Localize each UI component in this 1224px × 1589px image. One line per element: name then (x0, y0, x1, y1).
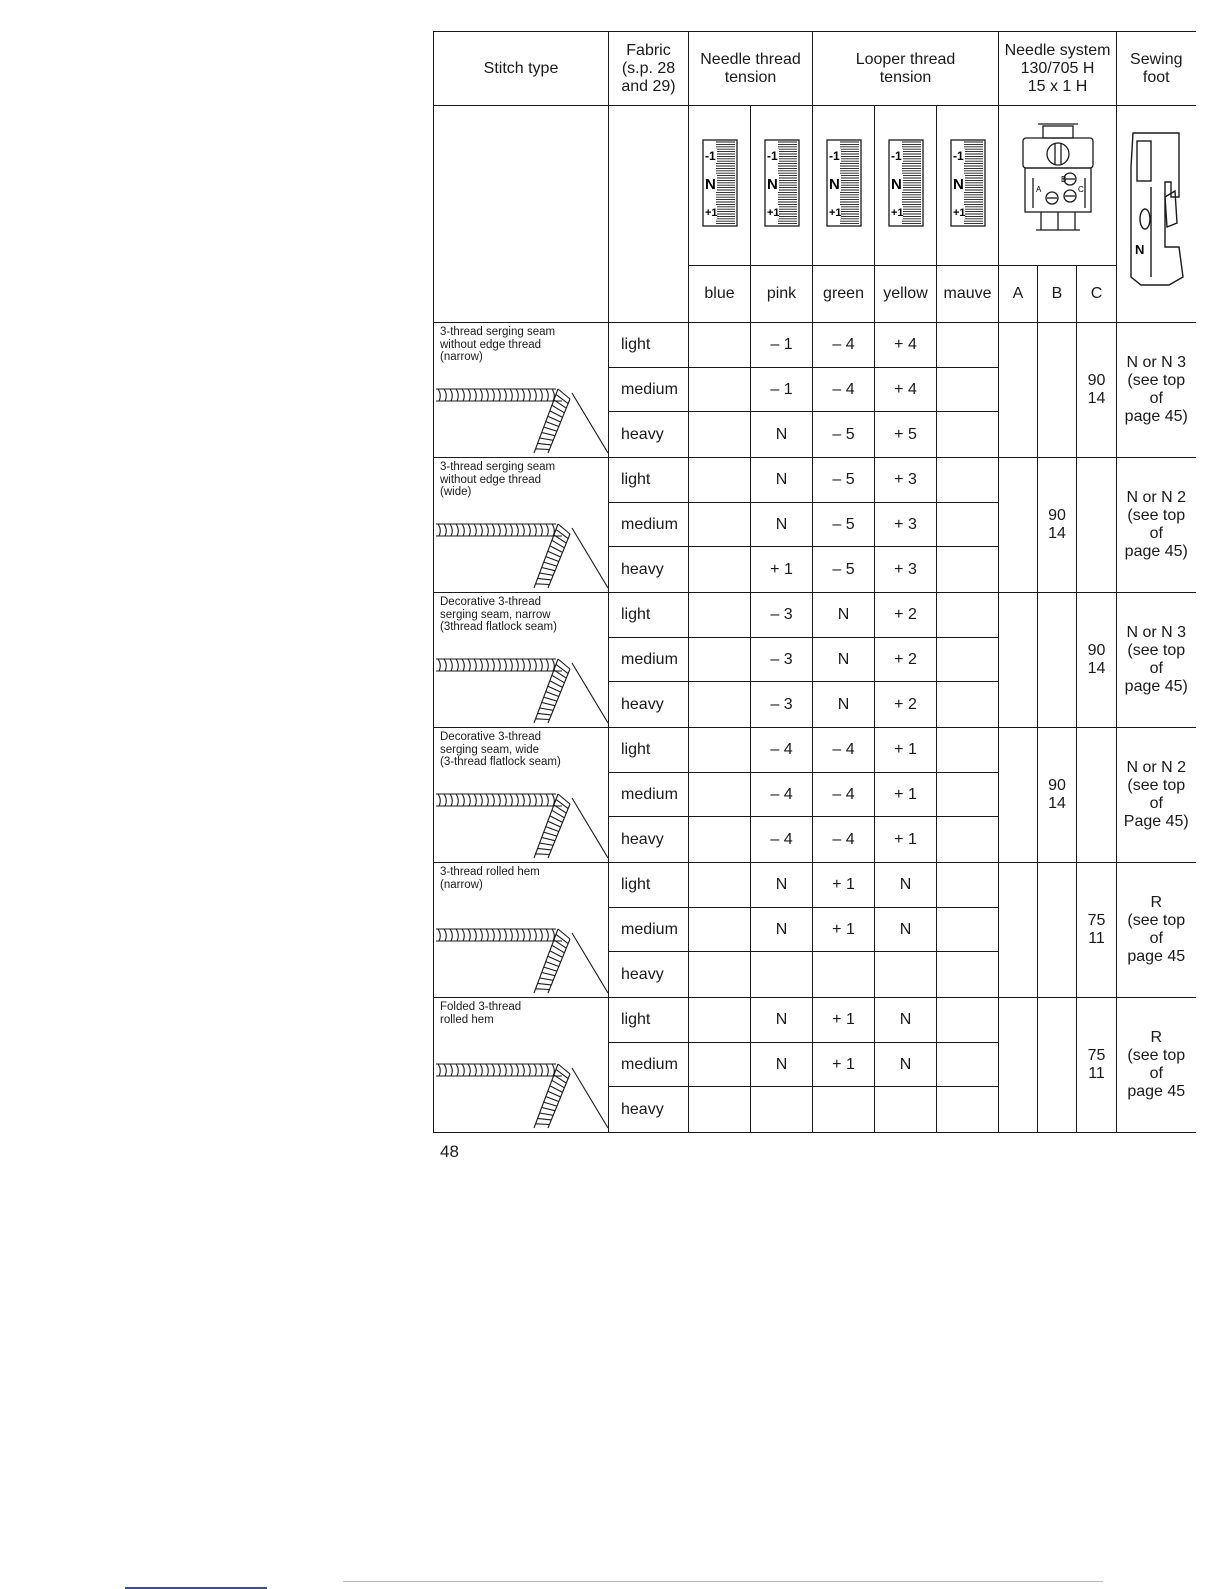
tension-mauve (937, 1043, 999, 1087)
fabric-weight: heavy (609, 817, 689, 863)
needle-size-c (1077, 593, 1117, 728)
tension-blue (689, 998, 751, 1043)
needle-size-line: 90 (1087, 642, 1106, 659)
stitch-sample-icon (436, 770, 608, 860)
tension-green: + 1 (813, 1043, 875, 1087)
tension-mauve (937, 817, 999, 863)
sewing-foot-line: N or N 2 (1126, 759, 1187, 776)
tension-green: + 1 (813, 998, 875, 1043)
tension-blue (689, 1043, 751, 1087)
tension-mauve (937, 458, 999, 503)
fabric-weight: medium (609, 773, 689, 817)
stitch-type-name-line: 3-thread serging seam (440, 461, 556, 473)
tension-yellow: + 3 (875, 547, 937, 593)
tension-yellow: N (875, 863, 937, 908)
sewing-foot-cell (1117, 593, 1196, 728)
tension-green: – 4 (813, 728, 875, 773)
stitch-type-name-line: 3-thread serging seam (440, 326, 556, 338)
needle-size-b (1038, 863, 1077, 998)
needle-size-a (999, 458, 1038, 593)
needle-size-a (999, 998, 1038, 1133)
needle-size-b (1038, 323, 1077, 458)
tension-pink: N (751, 412, 813, 458)
tension-green: – 5 (813, 412, 875, 458)
needle-size-a (999, 728, 1038, 863)
sewing-foot-line: (see top (1127, 507, 1186, 524)
table-row (434, 323, 1196, 368)
tension-green: – 5 (813, 547, 875, 593)
tension-pink: N (751, 908, 813, 952)
yellow-dial-icon (875, 106, 937, 266)
sewing-foot-cell (1117, 863, 1196, 998)
fabric-weight: light (609, 998, 689, 1043)
tension-yellow: + 1 (875, 817, 937, 863)
tension-pink: + 1 (751, 547, 813, 593)
stitch-sample-icon (436, 905, 608, 995)
sewing-foot-line: of (1149, 660, 1163, 677)
color-label-pink: pink (751, 266, 813, 323)
pink-tension-dial-icon (762, 136, 802, 230)
sewing-foot-line: of (1149, 930, 1163, 947)
sewing-foot-line: (see top (1127, 912, 1186, 929)
tension-green: – 4 (813, 817, 875, 863)
stitch-type-name-line: serging seam, wide (440, 743, 540, 756)
tension-pink: N (751, 998, 813, 1043)
tension-blue (689, 728, 751, 773)
tension-blue (689, 817, 751, 863)
tension-green: N (813, 638, 875, 682)
sewing-foot-line: N or N 2 (1126, 489, 1187, 506)
tension-blue (689, 323, 751, 368)
sewing-foot-cell (1117, 458, 1196, 593)
stitch-type-name (434, 998, 608, 1026)
needle-size-line: 75 (1087, 912, 1106, 929)
tension-mauve (937, 998, 999, 1043)
needle-clamp-icon (1003, 118, 1113, 248)
tension-mauve (937, 682, 999, 728)
stitch-type-name-line: Decorative 3-thread (440, 731, 541, 743)
fabric-header: Fabric (s.p. 28 and 29) (609, 32, 689, 106)
fabric-weight: medium (609, 638, 689, 682)
sewing-foot-line: of (1149, 795, 1163, 812)
tension-green: – 4 (813, 773, 875, 817)
dial-label-n: N (766, 176, 778, 193)
dial-label-plus: +1 (766, 207, 780, 219)
tension-blue (689, 368, 751, 412)
dial-label-minus: -1 (704, 149, 716, 163)
fabric-weight: heavy (609, 412, 689, 458)
needle-size-c (1077, 728, 1117, 863)
stitch-type-cell (434, 728, 609, 863)
stitch-type-name-line: (narrow) (440, 878, 483, 891)
tension-mauve (937, 863, 999, 908)
dial-label-minus: -1 (828, 149, 840, 163)
fabric-weight: heavy (609, 1087, 689, 1133)
stitch-type-name-line: without edge thread (440, 338, 542, 351)
tension-pink: – 1 (751, 368, 813, 412)
needle-size-line: 14 (1048, 795, 1066, 812)
tension-yellow: + 3 (875, 458, 937, 503)
tension-mauve (937, 952, 999, 998)
stitch-type-name-line: (wide) (440, 486, 472, 498)
tension-green (813, 1087, 875, 1133)
mauve-dial-icon (937, 106, 999, 266)
tension-pink: – 1 (751, 323, 813, 368)
sewing-foot-line: (see top (1127, 372, 1186, 389)
tension-green: + 1 (813, 908, 875, 952)
svg-text:N: N (1135, 241, 1145, 257)
stitch-sample-icon (436, 1040, 608, 1130)
sewing-foot-cell (1117, 728, 1196, 863)
svg-text:C: C (1077, 185, 1084, 194)
looper-thread-tension-header: Looper thread tension (813, 32, 999, 106)
needle-size-line: 90 (1087, 372, 1106, 389)
page-number: 48 (440, 1142, 459, 1161)
needle-size-b (1038, 458, 1077, 593)
table-row (434, 593, 1196, 638)
needle-size-line: 75 (1087, 1047, 1106, 1064)
tension-green: N (813, 593, 875, 638)
tension-pink: – 3 (751, 593, 813, 638)
dial-label-plus: +1 (828, 207, 842, 219)
mauve-tension-dial-icon (948, 136, 988, 230)
tension-yellow: N (875, 1043, 937, 1087)
tension-green: – 5 (813, 458, 875, 503)
stitch-type-cell (434, 323, 609, 458)
blue-tension-dial-icon (700, 136, 740, 230)
footer-rule (343, 1581, 1103, 1582)
stitch-type-name-line: serging seam, narrow (440, 608, 551, 621)
header-row (434, 32, 1196, 106)
sewing-foot-line: page 45 (1127, 1083, 1186, 1100)
tension-yellow: + 5 (875, 412, 937, 458)
tension-pink: N (751, 503, 813, 547)
sewing-foot-header: Sewing foot (1117, 32, 1196, 106)
sewing-foot-icon-cell (1117, 106, 1196, 323)
needle-size-line: 14 (1048, 525, 1066, 542)
tension-green: – 4 (813, 323, 875, 368)
stitch-type-header: Stitch type (434, 32, 609, 106)
tension-yellow: + 3 (875, 503, 937, 547)
needle-clamp-icon-cell (999, 106, 1117, 266)
tension-green: N (813, 682, 875, 728)
tension-blue (689, 863, 751, 908)
sewing-foot-line: page 45) (1124, 543, 1188, 560)
sewing-foot-line: N or N 3 (1126, 354, 1187, 371)
stitch-type-name-line: (3-thread flatlock seam) (440, 756, 561, 768)
stitch-groups (434, 323, 1196, 1133)
stitch-sample-icon (436, 365, 608, 455)
needle-size-b (1038, 728, 1077, 863)
tension-pink: – 4 (751, 773, 813, 817)
needle-size-line: 11 (1088, 1065, 1105, 1082)
color-label-yellow: yellow (875, 266, 937, 323)
tension-blue (689, 1087, 751, 1133)
tension-green: + 1 (813, 863, 875, 908)
tension-yellow: + 2 (875, 593, 937, 638)
tension-blue (689, 547, 751, 593)
tension-mauve (937, 728, 999, 773)
stitch-type-name-line: Decorative 3-thread (440, 596, 541, 608)
stitch-type-name-line: without edge thread (440, 473, 542, 486)
needle-size-line: 14 (1087, 660, 1106, 677)
fabric-weight: medium (609, 908, 689, 952)
tension-blue (689, 682, 751, 728)
yellow-tension-dial-icon (886, 136, 926, 230)
table-row (434, 728, 1196, 773)
tension-pink (751, 952, 813, 998)
color-label-mauve: mauve (937, 266, 999, 323)
stitch-type-name (434, 323, 608, 364)
tension-yellow: + 4 (875, 323, 937, 368)
tension-pink: – 3 (751, 682, 813, 728)
needle-size-b (1038, 593, 1077, 728)
tension-yellow (875, 1087, 937, 1133)
needle-size-line: 14 (1087, 390, 1106, 407)
tension-blue (689, 908, 751, 952)
sewing-foot-cell (1117, 323, 1196, 458)
needle-pos-c: C (1077, 266, 1117, 323)
sewing-foot-icon (1121, 127, 1191, 297)
tension-yellow: + 1 (875, 728, 937, 773)
tension-yellow: N (875, 998, 937, 1043)
dial-label-plus: +1 (704, 207, 718, 219)
needle-size-c (1077, 323, 1117, 458)
sewing-foot-line: of (1149, 1065, 1163, 1082)
stitch-type-cell (434, 863, 609, 998)
tension-yellow: N (875, 908, 937, 952)
tension-blue (689, 458, 751, 503)
sewing-foot-line: of (1149, 525, 1163, 542)
needle-pos-b: B (1038, 266, 1077, 323)
sewing-foot-line: of (1149, 390, 1163, 407)
tension-pink (751, 1087, 813, 1133)
sewing-foot-line: page 45 (1127, 948, 1186, 965)
tension-mauve (937, 503, 999, 547)
stitch-type-cell (434, 998, 609, 1133)
needle-system-header: Needle system 130/705 H 15 x 1 H (999, 32, 1117, 106)
sewing-foot-line: (see top (1127, 777, 1186, 794)
tension-mauve (937, 547, 999, 593)
dial-label-minus: -1 (952, 149, 964, 163)
needle-size-b (1038, 998, 1077, 1133)
empty-stitch-header-cell (434, 106, 609, 323)
tension-mauve (937, 593, 999, 638)
dial-label-n: N (952, 176, 964, 193)
blue-dial-icon (689, 106, 751, 266)
tension-mauve (937, 412, 999, 458)
fabric-weight: light (609, 863, 689, 908)
tension-yellow: + 4 (875, 368, 937, 412)
dial-illustration-row (434, 106, 1196, 266)
empty-fabric-header-cell (609, 106, 689, 323)
tension-pink: N (751, 458, 813, 503)
tension-green (813, 952, 875, 998)
stitch-type-name (434, 863, 608, 891)
tension-mauve (937, 773, 999, 817)
tension-blue (689, 952, 751, 998)
dial-label-minus: -1 (766, 149, 778, 163)
fabric-weight: heavy (609, 952, 689, 998)
tension-blue (689, 638, 751, 682)
tension-pink: – 4 (751, 728, 813, 773)
green-dial-icon (813, 106, 875, 266)
tension-mauve (937, 908, 999, 952)
pink-dial-icon (751, 106, 813, 266)
stitch-type-cell (434, 593, 609, 728)
fabric-weight: light (609, 728, 689, 773)
stitch-type-cell (434, 458, 609, 593)
tension-pink: N (751, 1043, 813, 1087)
stitch-type-name-line: rolled hem (440, 1013, 494, 1026)
svg-text:A: A (1035, 185, 1041, 194)
fabric-weight: medium (609, 503, 689, 547)
tension-mauve (937, 1087, 999, 1133)
sewing-foot-line: (see top (1127, 1047, 1186, 1064)
color-label-blue: blue (689, 266, 751, 323)
tension-blue (689, 503, 751, 547)
svg-text:B: B (1060, 175, 1066, 184)
dial-label-plus: +1 (890, 207, 904, 219)
stitch-sample-icon (436, 635, 608, 725)
dial-label-n: N (890, 176, 902, 193)
needle-size-line: 90 (1048, 777, 1066, 794)
sewing-foot-line: page 45) (1124, 678, 1188, 695)
tension-mauve (937, 323, 999, 368)
needle-size-c (1077, 458, 1117, 593)
tension-pink: – 3 (751, 638, 813, 682)
tension-green: – 5 (813, 503, 875, 547)
fabric-weight: medium (609, 1043, 689, 1087)
tension-pink: – 4 (751, 817, 813, 863)
table-row (434, 863, 1196, 908)
stitch-type-name-line: (3thread flatlock seam) (440, 621, 557, 633)
needle-size-a (999, 593, 1038, 728)
color-label-green: green (813, 266, 875, 323)
stitch-type-name (434, 593, 608, 634)
dial-label-n: N (704, 176, 716, 193)
fabric-weight: heavy (609, 682, 689, 728)
sewing-foot-line: page 45) (1124, 408, 1188, 425)
stitch-type-name (434, 728, 608, 769)
sewing-foot-cell (1117, 998, 1196, 1133)
sewing-foot-line: (see top (1127, 642, 1186, 659)
needle-size-line: 11 (1088, 930, 1105, 947)
fabric-weight: heavy (609, 547, 689, 593)
tension-pink: N (751, 863, 813, 908)
tension-yellow (875, 952, 937, 998)
green-tension-dial-icon (824, 136, 864, 230)
stitch-type-name-line: Folded 3-thread (440, 1001, 522, 1013)
sewing-foot-line: Page 45) (1123, 813, 1189, 830)
fabric-weight: light (609, 323, 689, 368)
tension-green: – 4 (813, 368, 875, 412)
stitch-type-name-line: 3-thread rolled hem (440, 866, 540, 878)
tension-mauve (937, 638, 999, 682)
needle-thread-tension-header: Needle thread tension (689, 32, 813, 106)
sewing-foot-line: R (1150, 894, 1163, 911)
tension-blue (689, 773, 751, 817)
tension-yellow: + 2 (875, 638, 937, 682)
dial-label-minus: -1 (890, 149, 902, 163)
needle-size-a (999, 323, 1038, 458)
stitch-sample-icon (436, 500, 608, 590)
tension-yellow: + 2 (875, 682, 937, 728)
tension-mauve (937, 368, 999, 412)
needle-size-a (999, 863, 1038, 998)
fabric-weight: medium (609, 368, 689, 412)
needle-size-c (1077, 998, 1117, 1133)
dial-label-n: N (828, 176, 840, 193)
sewing-foot-line: N or N 3 (1126, 624, 1187, 641)
sewing-foot-line: R (1150, 1029, 1163, 1046)
needle-pos-a: A (999, 266, 1038, 323)
needle-size-line: 90 (1048, 507, 1066, 524)
table-row (434, 458, 1196, 503)
settings-table (433, 31, 1196, 1133)
needle-size-c (1077, 863, 1117, 998)
stitch-type-name-line: (narrow) (440, 351, 483, 363)
table-row (434, 998, 1196, 1043)
tension-yellow: + 1 (875, 773, 937, 817)
fabric-weight: light (609, 458, 689, 503)
stitch-type-name (434, 458, 608, 499)
tension-blue (689, 412, 751, 458)
tension-blue (689, 593, 751, 638)
fabric-weight: light (609, 593, 689, 638)
dial-label-plus: +1 (952, 207, 966, 219)
